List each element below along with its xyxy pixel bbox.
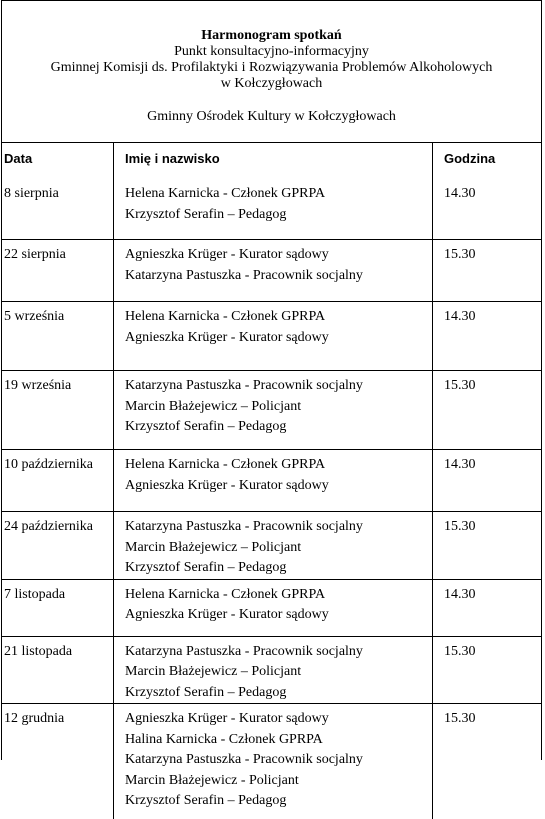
person-entry: Katarzyna Pastuszka - Pracownik socjalny [125,750,432,771]
column-header-time: Godzina [433,143,542,181]
person-entry: Helena Karnicka - Członek GPRPA [125,455,432,476]
table-row [2,636,541,704]
person-entry: Marcin Błażejewicz – Policjant [125,397,432,418]
date-cell: 7 listopada [2,579,114,636]
table-row [2,704,541,819]
table-row [2,579,541,636]
document-header [2,1,541,143]
table-row [2,512,541,580]
person-entry: Helena Karnicka - Członek GPRPA [125,585,432,606]
person-entry: Helena Karnicka - Członek GPRPA [125,184,432,205]
table-row [2,240,541,302]
time-cell: 15.30 [433,371,542,450]
names-cell [114,704,433,819]
person-entry: Krzysztof Serafin – Pedagog [125,558,432,579]
date-cell: 19 września [2,371,114,450]
header-line-3: w Kołczygłowach [2,76,541,92]
person-entry: Helena Karnicka - Członek GPRPA [125,307,432,328]
person-entry: Krzysztof Serafin – Pedagog [125,683,432,704]
column-header-date: Data [2,143,114,181]
time-cell: 14.30 [433,450,542,512]
time-cell: 15.30 [433,240,542,302]
names-cell [114,302,433,371]
person-entry: Agnieszka Krüger - Kurator sądowy [125,605,432,626]
header-line-4: Gminny Ośrodek Kultury w Kołczygłowach [2,109,541,125]
person-entry: Marcin Błażejewicz - Policjant [125,771,432,792]
date-cell: 8 sierpnia [2,181,114,240]
person-entry: Krzysztof Serafin – Pedagog [125,791,432,812]
names-cell [114,512,433,580]
time-cell: 14.30 [433,181,542,240]
table-row [2,181,541,240]
time-cell: 15.30 [433,704,542,819]
date-cell: 22 sierpnia [2,240,114,302]
person-entry: Marcin Błażejewicz – Policjant [125,662,432,683]
date-cell: 5 września [2,302,114,371]
person-entry: Marcin Błażejewicz – Policjant [125,538,432,559]
person-entry: Krzysztof Serafin – Pedagog [125,205,432,226]
names-cell [114,371,433,450]
person-entry: Katarzyna Pastuszka - Pracownik socjalny [125,266,432,287]
schedule-table [2,143,541,819]
person-entry: Katarzyna Pastuszka - Pracownik socjalny [125,376,432,397]
names-cell [114,181,433,240]
date-cell: 24 października [2,512,114,580]
document-title: Harmonogram spotkań [2,28,541,44]
person-entry: Krzysztof Serafin – Pedagog [125,417,432,438]
table-row [2,371,541,450]
person-entry: Agnieszka Krüger - Kurator sądowy [125,476,432,497]
date-cell: 12 grudnia [2,704,114,819]
table-row [2,302,541,371]
person-entry: Agnieszka Krüger - Kurator sądowy [125,709,432,730]
person-entry: Halina Karnicka - Członek GPRPA [125,730,432,751]
names-cell [114,450,433,512]
schedule-document [1,0,542,760]
names-cell [114,636,433,704]
time-cell: 14.30 [433,579,542,636]
table-row [2,450,541,512]
person-entry: Katarzyna Pastuszka - Pracownik socjalny [125,642,432,663]
person-entry: Agnieszka Krüger - Kurator sądowy [125,328,432,349]
names-cell [114,240,433,302]
table-header-row [2,143,541,181]
person-entry: Katarzyna Pastuszka - Pracownik socjalny [125,517,432,538]
time-cell: 14.30 [433,302,542,371]
time-cell: 15.30 [433,636,542,704]
column-header-name: Imię i nazwisko [114,143,433,181]
names-cell [114,579,433,636]
date-cell: 21 listopada [2,636,114,704]
date-cell: 10 października [2,450,114,512]
header-line-2: Gminnej Komisji ds. Profilaktyki i Rozwiązywania Problemów Alkoholowych [2,60,541,76]
header-line-1: Punkt konsultacyjno-informacyjny [2,44,541,60]
person-entry: Agnieszka Krüger - Kurator sądowy [125,245,432,266]
time-cell: 15.30 [433,512,542,580]
